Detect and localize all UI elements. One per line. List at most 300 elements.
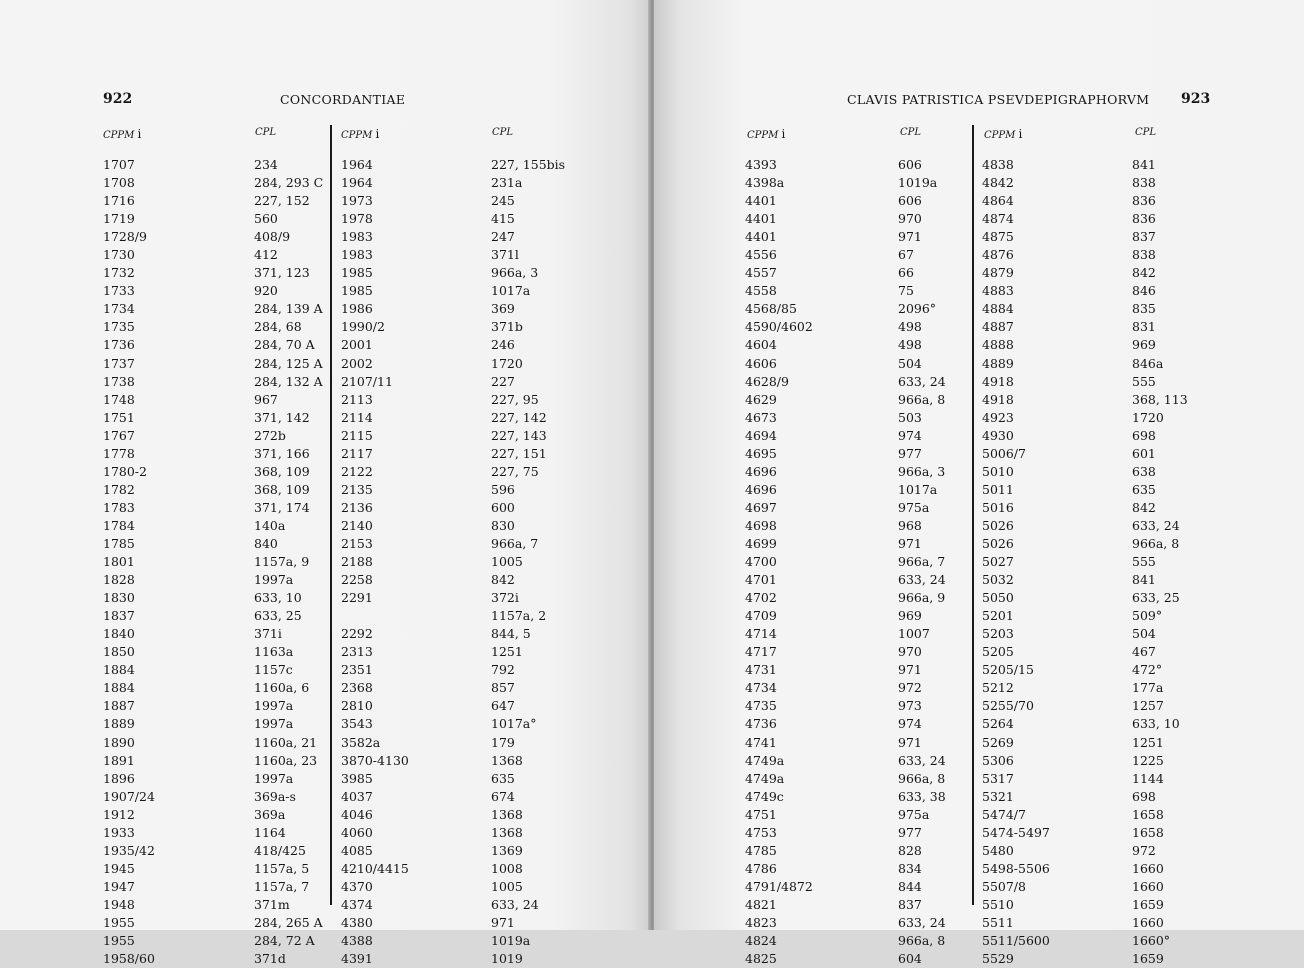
cppm-number: 1935/42 bbox=[103, 842, 155, 858]
cppm-number: 4701 bbox=[745, 572, 777, 588]
cpl-number: 844 bbox=[898, 878, 922, 894]
cpl-number: 1163a bbox=[254, 644, 294, 660]
cpl-column bbox=[1132, 156, 1188, 968]
cpl-number: 1251 bbox=[491, 644, 523, 660]
cpl-number: 698 bbox=[1132, 788, 1156, 804]
cppm-number: 4699 bbox=[745, 535, 777, 551]
cppm-number: 4736 bbox=[745, 716, 777, 732]
cppm-number: 4709 bbox=[745, 608, 777, 624]
cppm-number: 4210/4415 bbox=[341, 860, 409, 876]
cpl-number: 227, 143 bbox=[491, 427, 547, 443]
cpl-number: 246 bbox=[491, 337, 515, 353]
cppm-number: 4741 bbox=[745, 734, 777, 750]
cpl-number: 633, 10 bbox=[254, 590, 302, 606]
cpl-number: 555 bbox=[1132, 373, 1156, 389]
cpl-number: 966a, 8 bbox=[1132, 535, 1180, 551]
cppm-number: 4874 bbox=[982, 211, 1014, 227]
cppm-number: 4918 bbox=[982, 373, 1014, 389]
cppm-number: 2122 bbox=[341, 463, 373, 479]
cppm-number: 1978 bbox=[341, 211, 373, 227]
cppm-number: 1958/60 bbox=[103, 951, 155, 967]
cppm-number: 1716 bbox=[103, 193, 135, 209]
cppm-number: 1947 bbox=[103, 878, 135, 894]
cppm-number: 4401 bbox=[745, 193, 777, 209]
cppm-column bbox=[982, 156, 1050, 968]
cppm-number: 5027 bbox=[982, 554, 1014, 570]
cpl-column bbox=[898, 156, 946, 968]
cpl-number: 633, 24 bbox=[491, 896, 539, 912]
cpl-number: 1658 bbox=[1132, 824, 1164, 840]
cppm-number: 2291 bbox=[341, 590, 373, 606]
cppm-number: 4717 bbox=[745, 644, 777, 660]
cpl-number: 920 bbox=[254, 283, 278, 299]
cpl-number: 974 bbox=[898, 716, 922, 732]
cppm-number: 1896 bbox=[103, 770, 135, 786]
cpl-number: 635 bbox=[1132, 481, 1156, 497]
cpl-number: 1251 bbox=[1132, 734, 1164, 750]
cpl-number: 227, 75 bbox=[491, 463, 539, 479]
cppm-number: 4702 bbox=[745, 590, 777, 606]
cppm-number: 1778 bbox=[103, 445, 135, 461]
cpl-number: 371l bbox=[491, 247, 519, 263]
cpl-number: 601 bbox=[1132, 445, 1156, 461]
cppm-number: 4556 bbox=[745, 247, 777, 263]
cppm-number: 1955 bbox=[103, 933, 135, 949]
cpl-number: 1019 bbox=[491, 951, 523, 967]
cppm-number: 1780-2 bbox=[103, 463, 147, 479]
cppm-number: 5317 bbox=[982, 770, 1014, 786]
right-page bbox=[654, 0, 1304, 967]
cppm-number: 1912 bbox=[103, 806, 135, 822]
cpl-number: 272b bbox=[254, 427, 286, 443]
cpl-number: 1157c bbox=[254, 662, 293, 678]
cppm-number: 4734 bbox=[745, 680, 777, 696]
cpl-number: 371, 142 bbox=[254, 409, 310, 425]
cpl-number: 834 bbox=[898, 860, 922, 876]
cpl-number: 604 bbox=[898, 951, 922, 967]
cpl-number: 841 bbox=[1132, 572, 1156, 588]
cppm-number: 2114 bbox=[341, 409, 373, 425]
cppm-number: 5026 bbox=[982, 535, 1014, 551]
cppm-number: 1736 bbox=[103, 337, 135, 353]
cppm-number: 4749c bbox=[745, 788, 784, 804]
running-head: CONCORDANTIAE bbox=[280, 92, 406, 107]
cpl-number: 1005 bbox=[491, 554, 523, 570]
cppm-column bbox=[745, 156, 813, 968]
cpl-number: 412 bbox=[254, 247, 278, 263]
cppm-number: 1828 bbox=[103, 572, 135, 588]
cpl-number: 371, 166 bbox=[254, 445, 310, 461]
cppm-number: 5321 bbox=[982, 788, 1014, 804]
cppm-number: 4606 bbox=[745, 355, 777, 371]
cpl-number: 368, 109 bbox=[254, 481, 310, 497]
cpl-number: 647 bbox=[491, 698, 515, 714]
cpl-number: 977 bbox=[898, 824, 922, 840]
cpl-number: 509° bbox=[1132, 608, 1163, 624]
cppm-number: 4838 bbox=[982, 157, 1014, 172]
left-page bbox=[0, 0, 650, 967]
cppm-number: 1840 bbox=[103, 626, 135, 642]
cpl-number: 974 bbox=[898, 427, 922, 443]
cpl-number: 633, 24 bbox=[1132, 517, 1180, 533]
cpl-number: 1997a bbox=[254, 698, 294, 714]
cppm-number: 4046 bbox=[341, 806, 373, 822]
cppm-number: 4695 bbox=[745, 445, 777, 461]
cppm-number: 1907/24 bbox=[103, 788, 155, 804]
column-divider bbox=[330, 125, 332, 905]
cppm-number: 2188 bbox=[341, 554, 373, 570]
cpl-number: 606 bbox=[898, 157, 922, 172]
cppm-number: 1986 bbox=[341, 301, 373, 317]
cpl-number: 971 bbox=[898, 734, 922, 750]
cpl-number: 177a bbox=[1132, 680, 1164, 696]
cpl-number: 971 bbox=[898, 229, 922, 245]
cppm-number: 2313 bbox=[341, 644, 373, 660]
cppm-number: 1734 bbox=[103, 301, 135, 317]
cpl-number: 633, 24 bbox=[898, 373, 946, 389]
cppm-number: 4749a bbox=[745, 752, 785, 768]
cppm-number: 2113 bbox=[341, 391, 373, 407]
cppm-number: 4888 bbox=[982, 337, 1014, 353]
cpl-number: 837 bbox=[1132, 229, 1156, 245]
cppm-number: 4700 bbox=[745, 554, 777, 570]
cppm-number: 1782 bbox=[103, 481, 135, 497]
cppm-number: 3582a bbox=[341, 734, 381, 750]
cpl-number: 966a, 8 bbox=[898, 391, 946, 407]
cpl-number: 973 bbox=[898, 698, 922, 714]
cpl-number: 966a, 8 bbox=[898, 770, 946, 786]
cppm-number: 4374 bbox=[341, 896, 373, 912]
cpl-number: 1160a, 23 bbox=[254, 752, 318, 768]
cppm-number: 1983 bbox=[341, 229, 373, 245]
cpl-number: 1007 bbox=[898, 626, 930, 642]
cpl-number: 467 bbox=[1132, 644, 1156, 660]
cpl-number: 966a, 3 bbox=[898, 463, 946, 479]
cpl-number: 975a bbox=[898, 499, 930, 515]
cppm-column bbox=[103, 156, 155, 968]
cppm-number: 4037 bbox=[341, 788, 373, 804]
cpl-number: 245 bbox=[491, 193, 515, 209]
cpl-number: 1368 bbox=[491, 752, 523, 768]
cpl-number: 633, 25 bbox=[1132, 590, 1180, 606]
cppm-number: 1889 bbox=[103, 716, 135, 732]
cpl-number: 1008 bbox=[491, 860, 523, 876]
cppm-number: 4696 bbox=[745, 463, 777, 479]
cpl-number: 635 bbox=[491, 770, 515, 786]
cpl-number: 179 bbox=[491, 734, 515, 750]
cppm-number: 5480 bbox=[982, 842, 1014, 858]
cppm-number: 5511/5600 bbox=[982, 933, 1050, 949]
cppm-number: 1945 bbox=[103, 860, 135, 876]
cppm-number: 1830 bbox=[103, 590, 135, 606]
cpl-number: 284, 293 C bbox=[254, 175, 324, 191]
cppm-number: 2153 bbox=[341, 535, 373, 551]
cppm-number: 2140 bbox=[341, 517, 373, 533]
cppm-number: 4629 bbox=[745, 391, 777, 407]
cpl-number: 633, 24 bbox=[898, 572, 946, 588]
cpl-number: 841 bbox=[1132, 157, 1156, 172]
cpl-number: 284, 265 A bbox=[254, 914, 323, 930]
cppm-number: 5205/15 bbox=[982, 662, 1034, 678]
cppm-number: 4697 bbox=[745, 499, 777, 515]
cppm-number: 3543 bbox=[341, 716, 373, 732]
cpl-number: 966a, 9 bbox=[898, 590, 946, 606]
cppm-number: 5306 bbox=[982, 752, 1014, 768]
cpl-number: 371d bbox=[254, 951, 286, 967]
cppm-number: 4823 bbox=[745, 914, 777, 930]
cpl-number: 560 bbox=[254, 211, 278, 227]
cpl-number: 371, 123 bbox=[254, 265, 310, 281]
cppm-number: 4923 bbox=[982, 409, 1014, 425]
cppm-number: 4735 bbox=[745, 698, 777, 714]
cppm-number: 5511 bbox=[982, 914, 1014, 930]
cpl-number: 504 bbox=[1132, 626, 1156, 642]
cppm-number: 2001 bbox=[341, 337, 373, 353]
cpl-column bbox=[491, 156, 565, 968]
cppm-number: 4590/4602 bbox=[745, 319, 813, 335]
cppm-number: 1891 bbox=[103, 752, 135, 768]
cppm-number: 5269 bbox=[982, 734, 1014, 750]
cpl-number: 838 bbox=[1132, 247, 1156, 263]
cppm-number: 4887 bbox=[982, 319, 1014, 335]
cpl-number: 1659 bbox=[1132, 951, 1164, 967]
cppm-number: 2002 bbox=[341, 355, 373, 371]
cppm-number: 5264 bbox=[982, 716, 1014, 732]
cpl-number: 1017a° bbox=[491, 716, 537, 732]
cpl-number: 227, 155bis bbox=[491, 157, 566, 172]
cppm-number: 1733 bbox=[103, 283, 135, 299]
cppm-number: 4558 bbox=[745, 283, 777, 299]
cpl-number: 284, 70 A bbox=[254, 337, 315, 353]
cpl-number: 596 bbox=[491, 481, 515, 497]
cpl-number: 633, 38 bbox=[898, 788, 946, 804]
cppm-number: 1850 bbox=[103, 644, 135, 660]
cppm-number: 1884 bbox=[103, 662, 135, 678]
cppm-number: 4753 bbox=[745, 824, 777, 840]
cpl-number: 966a, 8 bbox=[898, 933, 946, 949]
cpl-number: 1257 bbox=[1132, 698, 1164, 714]
cpl-number: 977 bbox=[898, 445, 922, 461]
cpl-number: 1157a, 9 bbox=[254, 554, 310, 570]
cpl-number: 1659 bbox=[1132, 896, 1164, 912]
column-header-cppm: CPPM i bbox=[341, 127, 380, 141]
cpl-number: 1369 bbox=[491, 842, 523, 858]
column-header-cpl: CPL bbox=[900, 127, 922, 138]
column-header-cpl: CPL bbox=[1135, 127, 1157, 138]
cppm-number: 4604 bbox=[745, 337, 777, 353]
cppm-number: 5006/7 bbox=[982, 445, 1026, 461]
column-header-cppm: CPPM i bbox=[747, 127, 786, 141]
cppm-number: 5026 bbox=[982, 517, 1014, 533]
cppm-number: 5507/8 bbox=[982, 878, 1026, 894]
cppm-number: 2115 bbox=[341, 427, 373, 443]
cpl-number: 140a bbox=[254, 517, 286, 533]
cpl-number: 969 bbox=[1132, 337, 1156, 353]
cpl-number: 1017a bbox=[898, 481, 938, 497]
cpl-number: 284, 139 A bbox=[254, 301, 323, 317]
cpl-number: 371i bbox=[254, 626, 282, 642]
cppm-number: 1738 bbox=[103, 373, 135, 389]
cpl-number: 227 bbox=[491, 373, 515, 389]
cpl-number: 971 bbox=[491, 914, 515, 930]
cppm-number: 1801 bbox=[103, 554, 135, 570]
cppm-number: 2810 bbox=[341, 698, 373, 714]
cpl-number: 284, 72 A bbox=[254, 933, 315, 949]
cppm-number: 4401 bbox=[745, 211, 777, 227]
cpl-number: 971 bbox=[898, 535, 922, 551]
cpl-number: 66 bbox=[898, 265, 914, 281]
cpl-number: 842 bbox=[491, 572, 515, 588]
cpl-number: 792 bbox=[491, 662, 515, 678]
cppm-number: 4393 bbox=[745, 157, 777, 172]
cpl-number: 606 bbox=[898, 193, 922, 209]
cppm-number: 1948 bbox=[103, 896, 135, 912]
cppm-number: 3870-4130 bbox=[341, 752, 409, 768]
cpl-number: 1164 bbox=[254, 824, 286, 840]
cpl-number: 836 bbox=[1132, 211, 1156, 227]
cppm-number: 1748 bbox=[103, 391, 135, 407]
cpl-number: 1005 bbox=[491, 878, 523, 894]
cpl-number: 1660° bbox=[1132, 933, 1171, 949]
cpl-number: 1368 bbox=[491, 806, 523, 822]
cppm-number: 5255/70 bbox=[982, 698, 1034, 714]
cpl-number: 969 bbox=[898, 608, 922, 624]
cppm-number: 4791/4872 bbox=[745, 878, 813, 894]
cpl-number: 966a, 7 bbox=[491, 535, 539, 551]
cpl-number: 835 bbox=[1132, 301, 1156, 317]
cpl-number: 1660 bbox=[1132, 878, 1164, 894]
cpl-number: 369a-s bbox=[254, 788, 296, 804]
cppm-number: 5010 bbox=[982, 463, 1014, 479]
cpl-number: 838 bbox=[1132, 175, 1156, 191]
cppm-number: 1708 bbox=[103, 175, 135, 191]
cppm-number: 5201 bbox=[982, 608, 1014, 624]
cpl-number: 966a, 3 bbox=[491, 265, 539, 281]
cppm-number: 4391 bbox=[341, 951, 373, 967]
column-header-cpl: CPL bbox=[492, 127, 514, 138]
cppm-number: 4696 bbox=[745, 481, 777, 497]
cpl-number: 842 bbox=[1132, 265, 1156, 281]
cppm-number: 1783 bbox=[103, 499, 135, 515]
cpl-number: 67 bbox=[898, 247, 914, 263]
cppm-number: 5203 bbox=[982, 626, 1014, 642]
cpl-number: 698 bbox=[1132, 427, 1156, 443]
cpl-number: 970 bbox=[898, 211, 922, 227]
cpl-number: 227, 142 bbox=[491, 409, 547, 425]
cpl-number: 837 bbox=[898, 896, 922, 912]
cpl-number: 633, 24 bbox=[898, 914, 946, 930]
cpl-number: 1160a, 21 bbox=[254, 734, 318, 750]
cppm-number: 2107/11 bbox=[341, 373, 393, 389]
page-number: 922 bbox=[103, 91, 133, 107]
cpl-number: 1720 bbox=[491, 355, 523, 371]
cppm-number: 3985 bbox=[341, 770, 373, 786]
cpl-number: 227, 152 bbox=[254, 193, 310, 209]
cppm-number: 2135 bbox=[341, 481, 373, 497]
cppm-number: 1732 bbox=[103, 265, 135, 281]
cppm-number: 1964 bbox=[341, 157, 373, 172]
cpl-number: 284, 132 A bbox=[254, 373, 323, 389]
cpl-number: 75 bbox=[898, 283, 914, 299]
cppm-number: 1887 bbox=[103, 698, 135, 714]
cpl-number: 1019a bbox=[898, 175, 938, 191]
cppm-number: 1728/9 bbox=[103, 229, 147, 245]
cpl-number: 1017a bbox=[491, 283, 531, 299]
cppm-number: 4825 bbox=[745, 951, 777, 967]
cpl-number: 831 bbox=[1132, 319, 1156, 335]
cppm-number: 4930 bbox=[982, 427, 1014, 443]
column-header-cppm: CPPM i bbox=[103, 127, 142, 141]
cppm-number: 1730 bbox=[103, 247, 135, 263]
cpl-number: 633, 24 bbox=[898, 752, 946, 768]
cpl-number: 284, 68 bbox=[254, 319, 302, 335]
cppm-number: 1707 bbox=[103, 157, 135, 172]
cpl-number: 369a bbox=[254, 806, 286, 822]
cpl-number: 1160a, 6 bbox=[254, 680, 310, 696]
cpl-number: 371, 174 bbox=[254, 499, 310, 515]
cppm-number: 5529 bbox=[982, 951, 1014, 967]
cpl-number: 970 bbox=[898, 644, 922, 660]
cppm-number: 4557 bbox=[745, 265, 777, 281]
cppm-number: 2258 bbox=[341, 572, 373, 588]
cpl-number: 1019a bbox=[491, 933, 531, 949]
cpl-number: 846 bbox=[1132, 283, 1156, 299]
cppm-number: 5050 bbox=[982, 590, 1014, 606]
cpl-number: 638 bbox=[1132, 463, 1156, 479]
cpl-number: 972 bbox=[1132, 842, 1156, 858]
cpl-number: 600 bbox=[491, 499, 515, 515]
cppm-number: 1985 bbox=[341, 283, 373, 299]
cppm-number: 4842 bbox=[982, 175, 1014, 191]
cpl-number: 472° bbox=[1132, 662, 1163, 678]
cppm-number: 4085 bbox=[341, 842, 373, 858]
cpl-number: 966a, 7 bbox=[898, 554, 946, 570]
cpl-number: 846a bbox=[1132, 355, 1164, 371]
cppm-number: 4918 bbox=[982, 391, 1014, 407]
cppm-number: 1784 bbox=[103, 517, 135, 533]
cppm-number: 1985 bbox=[341, 265, 373, 281]
column-header-cpl: CPL bbox=[255, 127, 277, 138]
cppm-number: 4388 bbox=[341, 933, 373, 949]
cpl-number: 498 bbox=[898, 319, 922, 335]
cppm-number: 2136 bbox=[341, 499, 373, 515]
cppm-number: 1767 bbox=[103, 427, 135, 443]
cppm-number: 4751 bbox=[745, 806, 777, 822]
cppm-number: 1737 bbox=[103, 355, 135, 371]
column-divider bbox=[972, 125, 974, 905]
cpl-number: 372i bbox=[491, 590, 519, 606]
cppm-number: 4698 bbox=[745, 517, 777, 533]
cppm-number: 1990/2 bbox=[341, 319, 385, 335]
cpl-number: 1225 bbox=[1132, 752, 1164, 768]
cppm-number: 1890 bbox=[103, 734, 135, 750]
cppm-number: 5212 bbox=[982, 680, 1014, 696]
cpl-number: 967 bbox=[254, 391, 278, 407]
cppm-number: 4884 bbox=[982, 301, 1014, 317]
cppm-number: 1964 bbox=[341, 175, 373, 191]
cpl-number: 972 bbox=[898, 680, 922, 696]
cpl-number: 371b bbox=[491, 319, 523, 335]
cpl-number: 2096° bbox=[898, 301, 937, 317]
cpl-number: 968 bbox=[898, 517, 922, 533]
cppm-number: 4380 bbox=[341, 914, 373, 930]
cpl-number: 234 bbox=[254, 157, 278, 172]
cppm-number: 4785 bbox=[745, 842, 777, 858]
cpl-number: 504 bbox=[898, 355, 922, 371]
cpl-number: 1660 bbox=[1132, 914, 1164, 930]
cppm-number: 1983 bbox=[341, 247, 373, 263]
cpl-number: 1997a bbox=[254, 770, 294, 786]
